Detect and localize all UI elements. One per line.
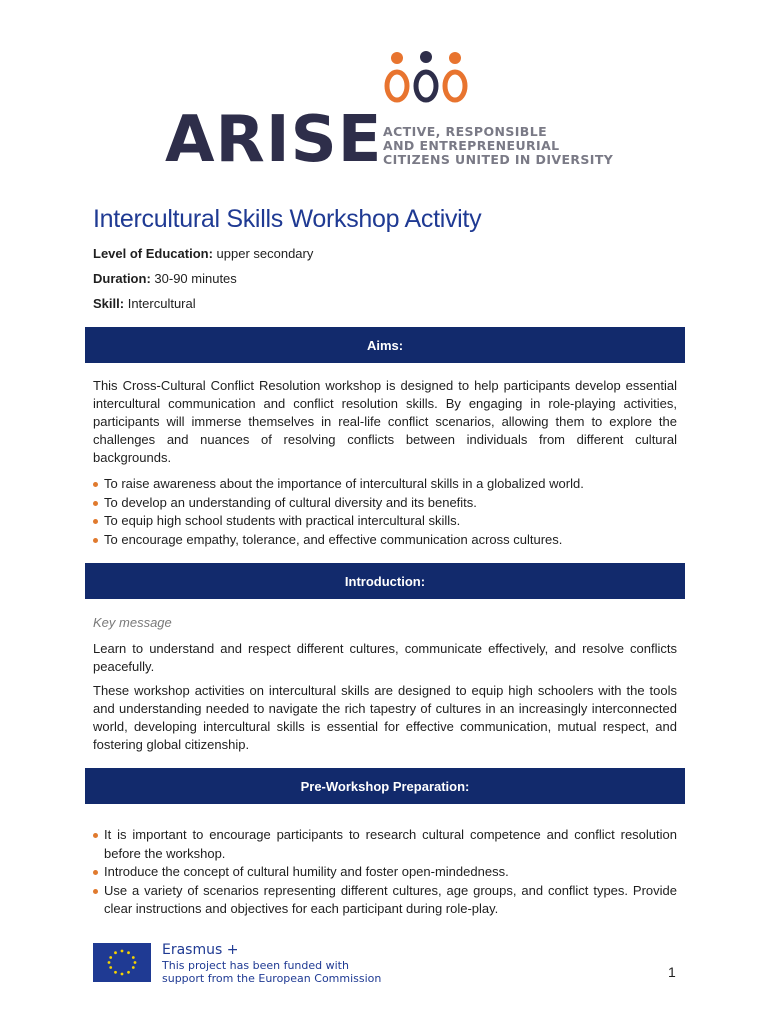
- skill-value: Intercultural: [127, 296, 196, 311]
- skill-label: Skill:: [93, 296, 125, 311]
- list-item: [93, 882, 677, 919]
- introduction-header: Introduction:: [85, 563, 685, 599]
- tagline-line: AND ENTREPRENEURIAL: [383, 138, 560, 153]
- intro-body: These workshop activities on intercultural skills are designed to equip high schoolers with the tools and understanding needed to navigate the rich tapestry of cultures in an increasingly interconnected world, developing intercultural skills is essential for effective communication, mutual respect, and fostering global citizenship.: [93, 683, 677, 752]
- education-level: [93, 246, 313, 261]
- bullet-icon: [93, 501, 98, 506]
- arise-logo: [165, 48, 614, 177]
- list-item-text: To encourage empathy, tolerance, and effective communication across cultures.: [104, 531, 563, 547]
- list-item: [93, 512, 683, 531]
- list-item-text: To develop an understanding of cultural diversity and its benefits.: [104, 494, 477, 510]
- tagline-line: ACTIVE, RESPONSIBLE: [383, 124, 548, 139]
- aims-list: [93, 475, 683, 549]
- page-number: 1: [668, 964, 676, 980]
- preparation-list: [93, 826, 677, 919]
- tagline-line: CITIZENS UNITED IN DIVERSITY: [383, 152, 614, 167]
- preparation-header: Pre-Workshop Preparation:: [85, 768, 685, 804]
- bullet-icon: [93, 870, 98, 875]
- list-item: [93, 475, 683, 494]
- funding-notice: [162, 941, 381, 985]
- list-item-text: Use a variety of scenarios representing different cultures, age groups, and conflict types. Provide clear instructions and objectives for each participant during role-play.: [104, 882, 677, 916]
- bullet-icon: [93, 482, 98, 487]
- list-item-text: Introduce the concept of cultural humility and foster open-mindedness.: [104, 864, 509, 879]
- list-item-text: To raise awareness about the importance of intercultural skills in a globalized world.: [104, 476, 584, 491]
- bullet-icon: [93, 538, 98, 543]
- funding-line: This project has been funded with: [162, 959, 349, 972]
- brand-name: ARISE: [165, 103, 383, 177]
- program-name: Erasmus +: [162, 942, 239, 958]
- bullet-icon: [93, 889, 98, 894]
- list-item-text: It is important to encourage participants to research cultural competence and conflict resolution before the workshop.: [104, 827, 677, 861]
- duration-label: Duration:: [93, 271, 151, 286]
- skill: [93, 296, 196, 311]
- list-item: [93, 826, 677, 863]
- aims-text: This Cross-Cultural Conflict Resolution workshop is designed to help participants develop essential intercultural communication and conflict resolution skills. By engaging in role-playing activities, participants will immerse themselves in real-life conflict scenarios, allowing them to explore the challenges and nuances of resolving conflicts between individuals from different cultural backgrounds.: [93, 378, 677, 465]
- education-label: Level of Education:: [93, 246, 213, 261]
- list-item: [93, 531, 683, 550]
- duration: [93, 271, 237, 286]
- page-title: Intercultural Skills Workshop Activity: [93, 205, 482, 233]
- brand-tagline: [383, 125, 613, 167]
- bullet-icon: [93, 833, 98, 838]
- education-value: upper secondary: [216, 246, 314, 261]
- eu-flag-icon: [93, 943, 151, 982]
- key-message-label: Key message: [93, 615, 172, 630]
- bullet-icon: [93, 519, 98, 524]
- people-logo-icon: [381, 48, 471, 114]
- aims-header: Aims:: [85, 327, 685, 363]
- list-item-text: To equip high school students with practical intercultural skills.: [104, 513, 461, 528]
- list-item: [93, 863, 677, 882]
- key-message-text: Learn to understand and respect different cultures, communicate effectively, and resolve conflicts peacefully.: [93, 641, 677, 674]
- list-item: [93, 494, 683, 513]
- funding-line: support from the European Commission: [162, 972, 382, 985]
- duration-value: 30-90 minutes: [154, 271, 237, 286]
